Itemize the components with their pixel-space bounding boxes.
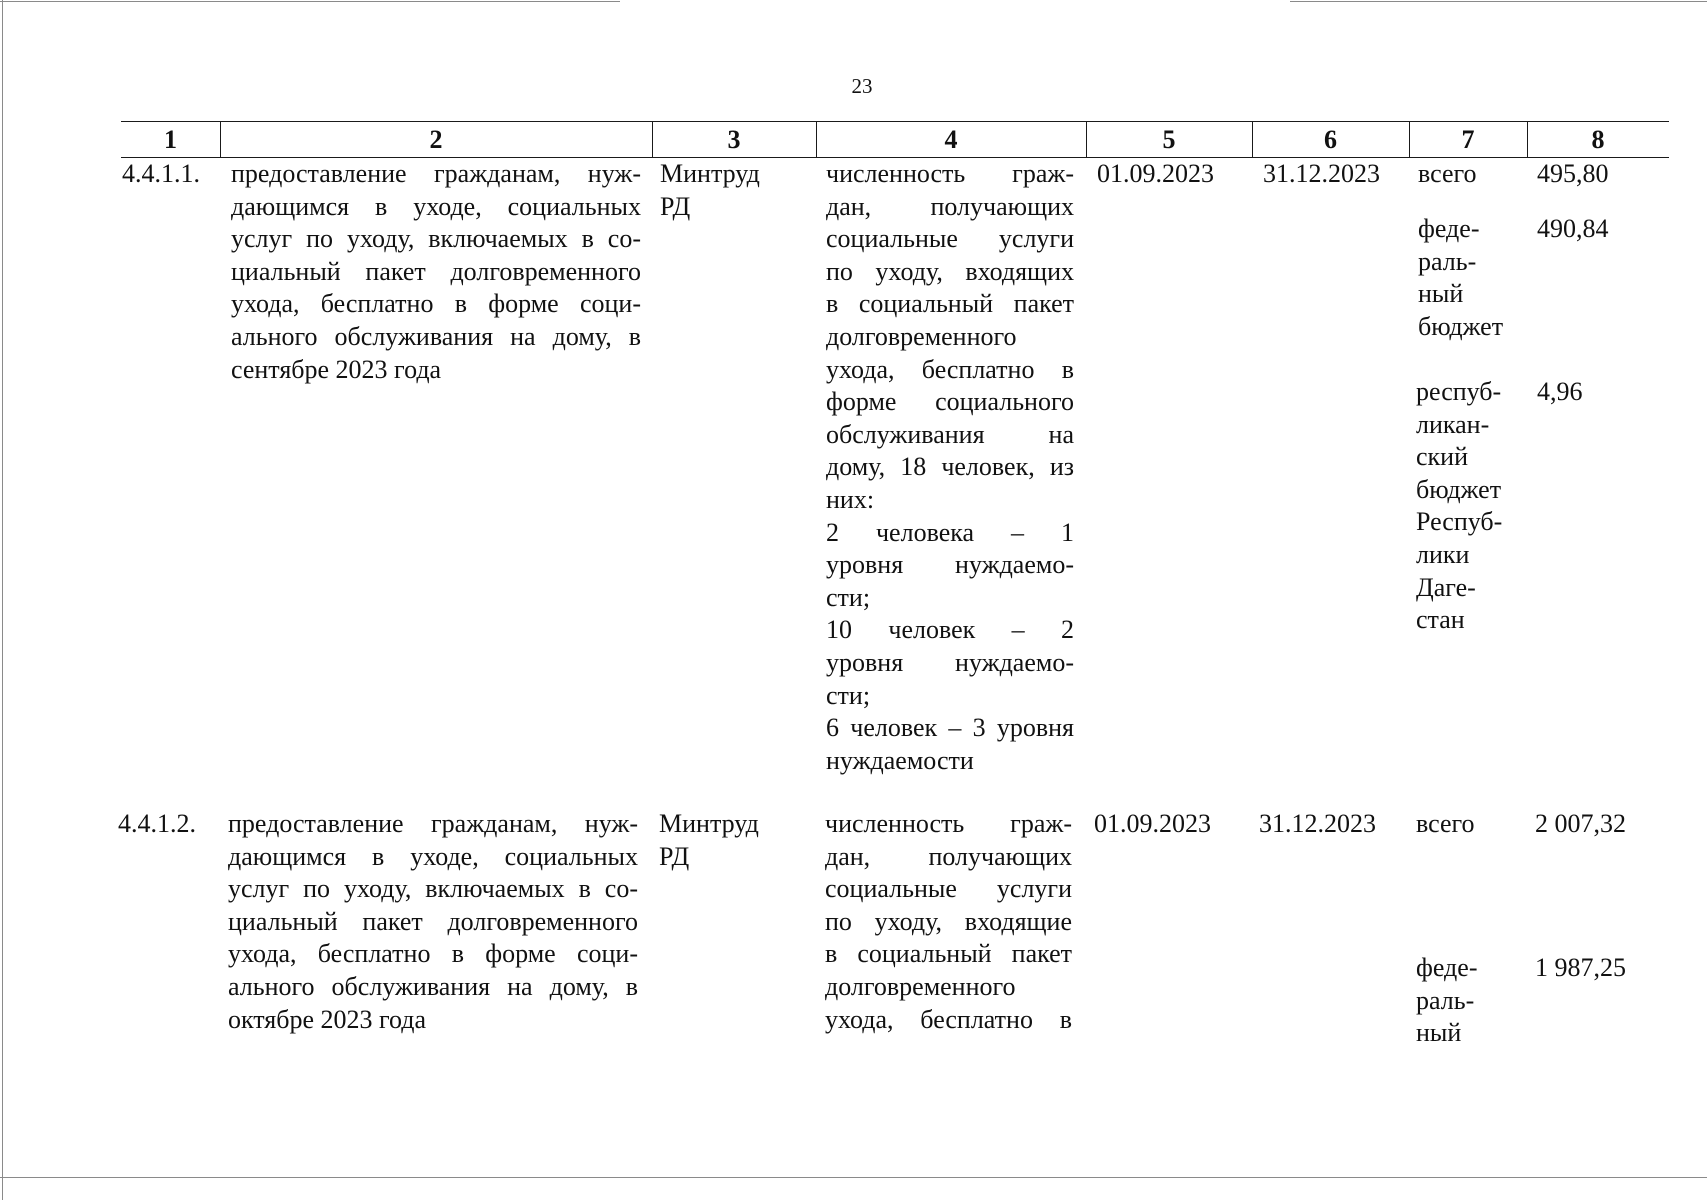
funding-source-line: раль- [1416,985,1475,1015]
row-executor [660,158,760,223]
funding-source-line: ный [1416,1018,1462,1048]
column-header: 1 [164,125,177,154]
row-start-date: 01.09.2023 [1094,809,1211,838]
funding-source-line: Даге- [1416,572,1476,602]
table-top-rule [121,121,1669,122]
funding-source-line: всего [1418,159,1477,188]
indicator-line: сти; [826,680,871,710]
row-description [231,158,641,386]
column-header: 5 [1162,125,1176,154]
executor-line: Минтруд [659,809,759,838]
indicator-line: дан, получающих [826,191,1074,221]
row-code: 4.4.1.2. [118,809,196,838]
description-line: циальный пакет долговременного [228,906,638,936]
row-end-date: 31.12.2023 [1259,809,1376,838]
row-start-date: 01.09.2023 [1097,159,1214,188]
indicator-line: по уходу, входящих [826,256,1074,286]
funding-source-line: феде- [1416,953,1478,982]
indicator-line: дому, 18 человек, из [826,452,1074,482]
column-header: 7 [1461,125,1475,154]
description-line: дающимся в уходе, социальных [231,191,641,221]
description-line: циальный пакет долговременного [231,256,641,286]
indicator-line: долговременного [825,971,1016,1001]
indicator-line: них: [826,484,875,514]
indicator-line: обслуживания на [826,419,1074,449]
indicator-line: 6 человек – 3 уровня [826,713,1074,743]
scan-border-bottom [0,1177,1707,1178]
indicator-line: дан, получающих [825,841,1072,871]
description-line: услуг по уходу, включаемых в со- [228,874,638,904]
funding-amount: 4,96 [1537,377,1583,406]
indicator-line: долговременного [826,321,1017,351]
indicator-line: социальные услуги [825,874,1072,904]
funding-source-line: ный [1418,279,1464,309]
indicator-line: численность граж- [826,159,1074,188]
indicator-line: сти; [826,582,871,612]
scan-border-top-right [1290,1,1707,2]
funding-source [1418,158,1477,191]
description-line: октябре 2023 года [228,1004,427,1034]
column-header: 8 [1591,125,1605,154]
funding-source [1418,213,1503,343]
row-executor [659,808,759,873]
description-line: дающимся в уходе, социальных [228,841,638,871]
description-line: ального обслуживания на дому, в [231,321,641,351]
executor-line: РД [660,191,691,221]
indicator-line: 2 человека – 1 [826,517,1074,547]
page-number: 23 [851,74,873,98]
funding-source-line: бюджет [1416,474,1502,504]
funding-source-line: респуб- [1416,377,1502,406]
funding-source-line: стан [1416,605,1465,635]
column-header: 3 [727,125,741,154]
funding-source-line: Респуб- [1416,507,1503,537]
funding-source-line: феде- [1418,214,1480,243]
description-line: ухода, бесплатно в форме соци- [231,289,641,319]
description-line: предоставление гражданам, нуж- [231,159,641,188]
funding-source-line: ликан- [1416,409,1490,439]
funding-amount: 1 987,25 [1535,953,1626,982]
indicator-line: численность граж- [825,809,1072,838]
row-description [228,808,638,1036]
indicator-line: в социальный пакет [826,289,1074,319]
funding-source-line: всего [1416,809,1475,838]
column-header: 2 [429,125,443,154]
funding-source-line: раль- [1418,246,1477,276]
indicator-line: ухода, бесплатно в [825,1004,1072,1034]
indicator-line: ухода, бесплатно в [826,354,1074,384]
indicator-line: в социальный пакет [825,939,1072,969]
indicator-line: по уходу, входящие [825,906,1072,936]
description-line: услуг по уходу, включаемых в со- [231,224,641,254]
executor-line: РД [659,841,690,871]
description-line: предоставление гражданам, нуж- [228,809,638,838]
indicator-line: нуждаемости [826,745,974,775]
scan-border-top-left [0,1,620,2]
funding-source [1416,808,1475,841]
indicator-line: уровня нуждаемо- [826,647,1074,677]
funding-source [1416,952,1477,1050]
funding-source-line: ский [1416,442,1468,472]
scan-border-left [2,0,3,1200]
indicator-line: 10 человек – 2 [826,615,1074,645]
row-indicator [825,808,1072,1036]
description-line: сентябре 2023 года [231,354,442,384]
funding-source [1416,376,1502,637]
row-indicator [826,158,1074,777]
funding-source-line: лики [1416,539,1470,569]
row-code: 4.4.1.1. [122,159,200,188]
funding-source-line: бюджет [1418,311,1504,341]
description-line: ального обслуживания на дому, в [228,971,638,1001]
indicator-line: социальные услуги [826,224,1074,254]
executor-line: Минтруд [660,159,760,188]
indicator-line: уровня нуждаемо- [826,550,1074,580]
description-line: ухода, бесплатно в форме соци- [228,939,638,969]
funding-amount: 490,84 [1537,214,1609,243]
column-header: 4 [944,125,958,154]
row-end-date: 31.12.2023 [1263,159,1380,188]
indicator-line: форме социального [826,387,1074,417]
column-header: 6 [1324,125,1337,154]
funding-amount: 495,80 [1537,159,1609,188]
funding-amount: 2 007,32 [1535,809,1626,838]
